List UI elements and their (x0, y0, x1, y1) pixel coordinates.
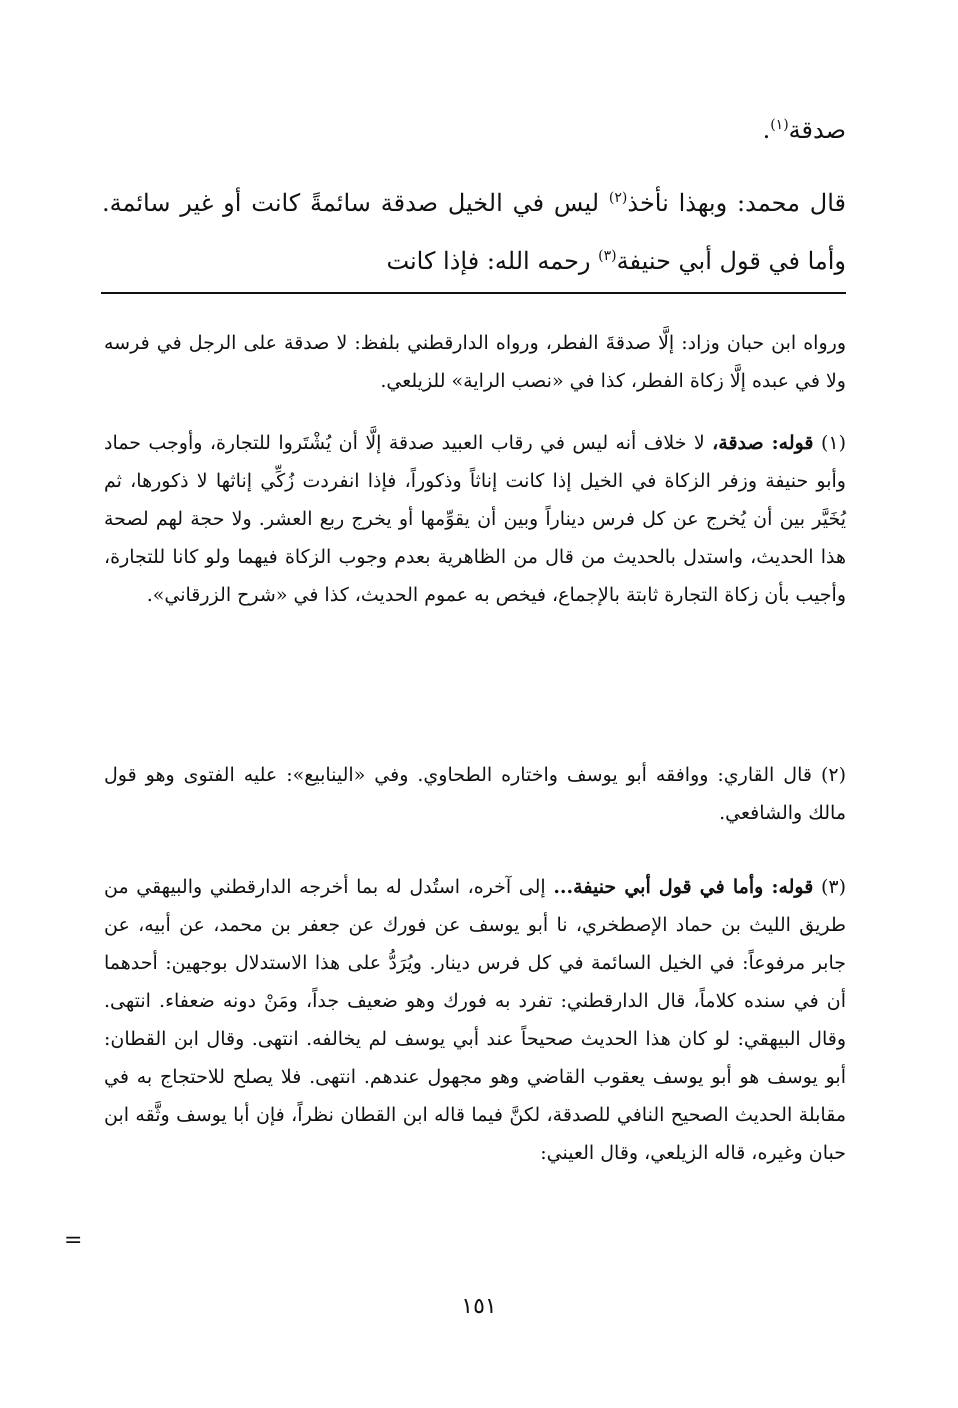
main-text-b: ليس في الخيل صدقة سائمةً كانت (251, 189, 609, 217)
main-text-c: أو غير سائمة. وأما في قول أبي حنيفة (102, 189, 846, 275)
footnote-ref-3[interactable]: (٣) (598, 248, 617, 264)
main-word: صدقة (788, 116, 846, 144)
footnote-ref-2[interactable]: (٢) (608, 190, 628, 206)
footnote-carryover (104, 324, 846, 400)
footnote-3-text: إلى آخره، استُدل له بما أخرجه الدارقطني والبيهقي من طريق الليث بن حماد الإصطخري، نا أبو يوسف عن فورك عن جعفر بن محمد، عن أبيه، عن جابر مرفوعاً: في الخيل السائمة في كل فرس دينار. ويُرَدُّ على هذا الاستدلال بوجهين: أحدهما أن في سنده كلاماً، قال الدارقطني: تفرد به فورك وهو ضعيف جداً، ومَنْ دونه ضعفاء. انتهى. وقال البيهقي: لو كان هذا الحديث صحيحاً عند أبي يوسف لم يخالفه. انتهى. وقال ابن القطان: أبو يوسف هو أبو يوسف يعقوب القاضي وهو مجهول عندهم. انتهى. فلا يصلح للاحتجاج به في مقابلة الحديث الصحيح النافي للصدقة، لكنَّ فيما قاله ابن القطان نظراً، فإن أبا يوسف وثَّقه ابن حبان وغيره، قاله الزيلعي، وقال العيني: (104, 876, 846, 1164)
main-text-a: قال محمد: وبهذا نأخذ (627, 189, 846, 217)
main-text-paragraph (102, 172, 846, 288)
footnote-2-number: (٢) (820, 764, 846, 786)
footnote-3-number: (٣) (820, 876, 846, 898)
footnote-3-label: قوله: وأما في قول أبي حنيفة... (553, 876, 814, 898)
footnote-2 (104, 756, 846, 832)
footnote-3 (104, 868, 846, 1172)
footnote-ref-1[interactable]: (١) (770, 117, 789, 133)
footnote-1-number: (١) (820, 432, 847, 454)
footnote-1-text: لا خلاف أنه ليس في رقاب العبيد صدقة إلَّا أن يُشْتَروا للتجارة، وأوجب حماد وأبو حنيفة وزفر الزكاة في الخيل إذا كانت إناثاً وذكوراً، فإذا انفردت زُكِّي إناثها لا ذكورها، ثم يُخَيَّر بين أن يُخرج عن كل فرس ديناراً وبين أن يقوِّمها أو يخرج ربع العشر. ولا حجة لهم لصحة هذا الحديث، واستدل بالحديث من قال من الظاهرية بعدم وجوب الزكاة فيهما ولو كانا للتجارة، وأجيب بأن زكاة التجارة ثابتة بالإجماع، فيخص به عموم الحديث، كذا في «شرح الزرقاني». (104, 432, 846, 606)
main-period: . (762, 116, 771, 144)
footnote-1 (104, 424, 846, 614)
continuation-mark: = (64, 1228, 83, 1253)
footnote-carry-text: ورواه ابن حبان وزاد: إلَّا صدقةَ الفطر، ورواه الدارقطني بلفظ: لا صدقة على الرجل في فرسه ولا في عبده إلَّا زكاة الفطر، كذا في «نصب الراية» للزيلعي. (104, 332, 846, 392)
main-text-line-1 (102, 118, 846, 142)
page-number: ١٥١ (461, 1294, 497, 1319)
footnote-2-text: قال القاري: ووافقه أبو يوسف واختاره الطحاوي. وفي «الينابيع»: عليه الفتوى وهو قول مالك والشافعي. (104, 764, 846, 824)
footnote-1-label: قوله: صدقة، (712, 432, 814, 454)
footnote-separator (101, 292, 846, 294)
main-text-d: رحمه الله: فإذا كانت (386, 247, 599, 275)
